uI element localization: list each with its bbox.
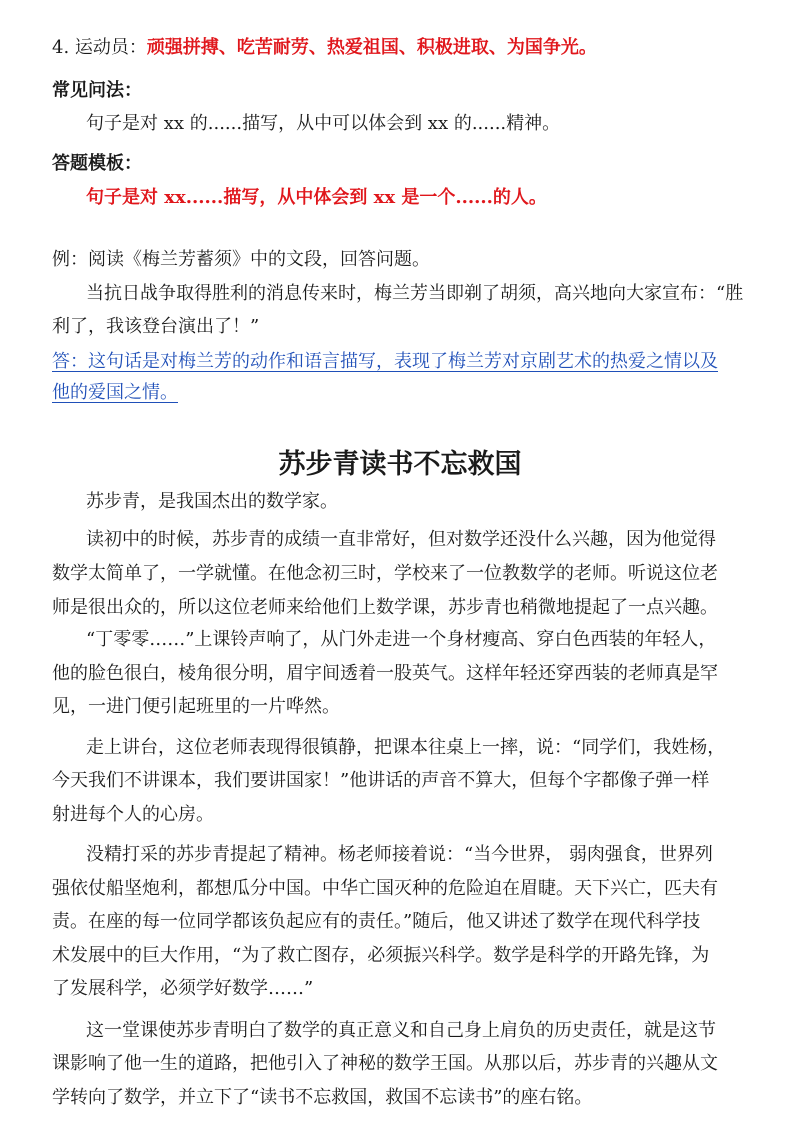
story-paragraph-4-line-1: 走上讲台，这位老师表现得很镇静，把课本往桌上一摔，说：“同学们，我姓杨， [86, 737, 726, 758]
story-paragraph-1: 苏步青，是我国杰出的数学家。 [86, 491, 338, 512]
example-intro: 例：阅读《梅兰芳蓄须》中的文段，回答问题。 [52, 249, 430, 270]
answer-template-text: 句子是对 xx......描写，从中体会到 xx 是一个......的人。 [86, 187, 547, 208]
story-paragraph-3-line-2: 他的脸色很白，棱角很分明，眉宇间透着一股英气。这样年轻还穿西装的老师真是罕 [52, 663, 718, 684]
story-paragraph-3-line-3: 见，一进门便引起班里的一片哗然。 [52, 696, 340, 717]
story-paragraph-4-line-2: 今天我们不讲课本，我们要讲国家！”他讲话的声音不算大，但每个字都像子弹一样 [52, 770, 710, 791]
story-paragraph-5-line-5: 了发展科学，必须学好数学……” [52, 978, 314, 999]
story-paragraph-2-line-2: 数学太简单了，一学就懂。在他念初三时，学校来了一位教数学的老师。听说这位老 [52, 563, 718, 584]
example-passage-line-1: 当抗日战争取得胜利的消息传来时，梅兰芳当即剃了胡须，高兴地向大家宣布：“胜 [86, 283, 744, 304]
story-paragraph-6-line-3: 学转向了数学，并立下了“读书不忘救国，救国不忘读书”的座右铭。 [52, 1087, 593, 1108]
story-paragraph-5-line-3: 责。在座的每一位同学都该负起应有的责任。”随后，他又讲述了数学在现代科学技 [52, 911, 701, 932]
story-paragraph-6-line-1: 这一堂课使苏步青明白了数学的真正意义和自己身上肩负的历史责任，就是这节 [86, 1020, 716, 1041]
story-paragraph-3-line-1: “丁零零……”上课铃声响了，从门外走进一个身材瘦高、穿白色西装的年轻人， [86, 629, 717, 650]
story-paragraph-6-line-2: 课影响了他一生的道路，把他引入了神秘的数学王国。从那以后，苏步青的兴趣从文 [52, 1053, 718, 1074]
story-paragraph-4-line-3: 射进每个人的心房。 [52, 804, 214, 825]
story-paragraph-5-line-4: 术发展中的巨大作用，“为了救亡图存，必须振兴科学。数学是科学的开路先锋，为 [52, 945, 710, 966]
point-4-line [52, 36, 597, 60]
example-passage-line-2: 利了，我该登台演出了！” [52, 316, 260, 337]
example-answer-line-1: 答：这句话是对梅兰芳的动作和语言描写，表现了梅兰芳对京剧艺术的热爱之情以及 [52, 351, 718, 372]
story-paragraph-5-line-2: 强依仗船坚炮利，都想瓜分中国。中华亡国灭种的危险迫在眉睫。天下兴亡，匹夫有 [52, 878, 718, 899]
story-title: 苏步青读书不忘救国 [278, 449, 522, 480]
point-4-label: 4. 运动员： [52, 37, 147, 58]
point-4-value: 顽强拼搏、吃苦耐劳、热爱祖国、积极进取、为国争光。 [146, 37, 597, 58]
story-paragraph-2-line-1: 读初中的时候，苏步青的成绩一直非常好，但对数学还没什么兴趣，因为他觉得 [86, 529, 716, 550]
common-question-heading: 常见问法： [52, 80, 142, 101]
example-answer-line-2: 他的爱国之情。 [52, 382, 178, 403]
story-paragraph-5-line-1: 没精打采的苏步青提起了精神。杨老师接着说：“当今世界， 弱肉强食，世界列 [86, 844, 713, 865]
common-question-text: 句子是对 xx 的......描写，从中可以体会到 xx 的......精神。 [86, 113, 561, 134]
answer-template-heading: 答题模板： [52, 153, 142, 174]
story-paragraph-2-line-3: 师是很出众的，所以这位老师来给他们上数学课，苏步青也稍微地提起了一点兴趣。 [52, 597, 718, 618]
